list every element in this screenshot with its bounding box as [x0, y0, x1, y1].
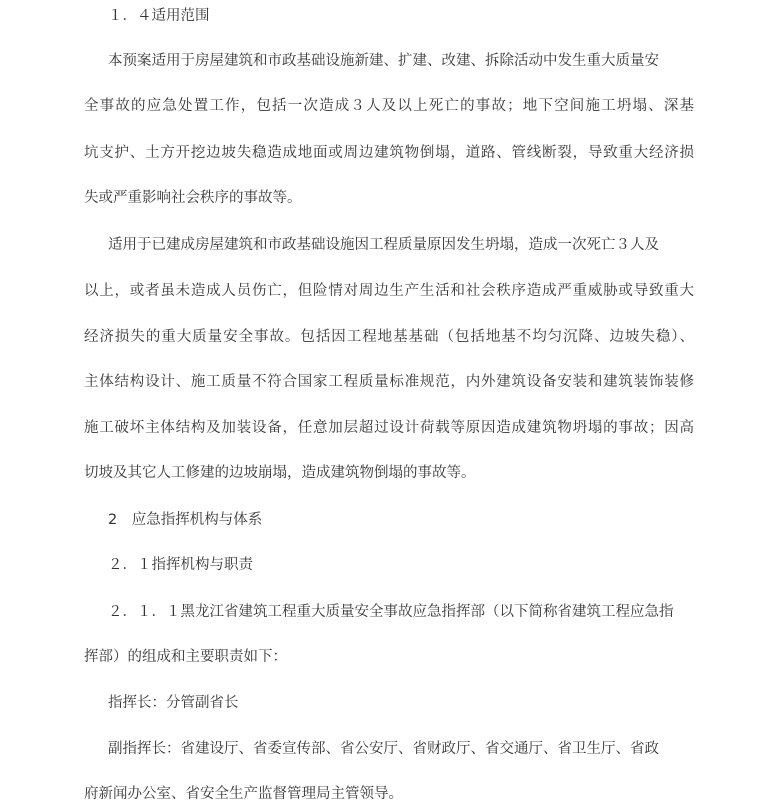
paragraph-line: 指挥长：分管副省长 — [108, 695, 239, 711]
paragraph-line: 坑支护、土方开挖边坡失稳造成地面或周边建筑物倒塌，道路、管线断裂，导致重大经济损 — [84, 145, 694, 161]
section-heading-2-1: ２．１指挥机构与职责 — [108, 557, 253, 573]
paragraph-line: 施工破坏主体结构及加装设备，任意加层超过设计荷载等原因造成建筑物坍塌的事故；因高 — [84, 420, 694, 436]
section-heading-1-4: １．４适用范围 — [108, 8, 210, 24]
paragraph-line: ２．１．１黑龙江省建筑工程重大质量安全事故应急指挥部（以下简称省建筑工程应急指 — [108, 604, 674, 620]
paragraph-line: 适用于已建成房屋建筑和市政基础设施因工程质量原因发生坍塌，造成一次死亡３人及 — [108, 237, 659, 253]
paragraph-line: 经济损失的重大质量安全事故。包括因工程地基基础（包括地基不均匀沉降、边坡失稳）、 — [84, 329, 694, 345]
paragraph-line: 失或严重影响社会秩序的事故等。 — [84, 190, 302, 206]
paragraph-line: 副指挥长：省建设厅、省委宣传部、省公安厅、省财政厅、省交通厅、省卫生厅、省政 — [108, 741, 659, 757]
paragraph-line: 全事故的应急处置工作，包括一次造成３人及以上死亡的事故；地下空间施工坍塌、深基 — [84, 98, 694, 114]
paragraph-line: 府新闻办公室、省安全生产监督管理局主管领导。 — [84, 786, 403, 802]
section-heading-2: 2 应急指挥机构与体系 — [108, 512, 263, 528]
paragraph-line: 以上，或者虽未造成人员伤亡，但险情对周边生产生活和社会秩序造成严重威胁或导致重大 — [84, 283, 694, 299]
paragraph-line: 主体结构设计、施工质量不符合国家工程质量标准规范，内外建筑设备安装和建筑装饰装修 — [84, 374, 694, 390]
paragraph-line: 本预案适用于房屋建筑和市政基础设施新建、扩建、改建、拆除活动中发生重大质量安 — [108, 53, 659, 69]
paragraph-line: 切坡及其它人工修建的边坡崩塌，造成建筑物倒塌的事故等。 — [84, 465, 476, 481]
paragraph-line: 挥部）的组成和主要职责如下： — [84, 649, 287, 665]
